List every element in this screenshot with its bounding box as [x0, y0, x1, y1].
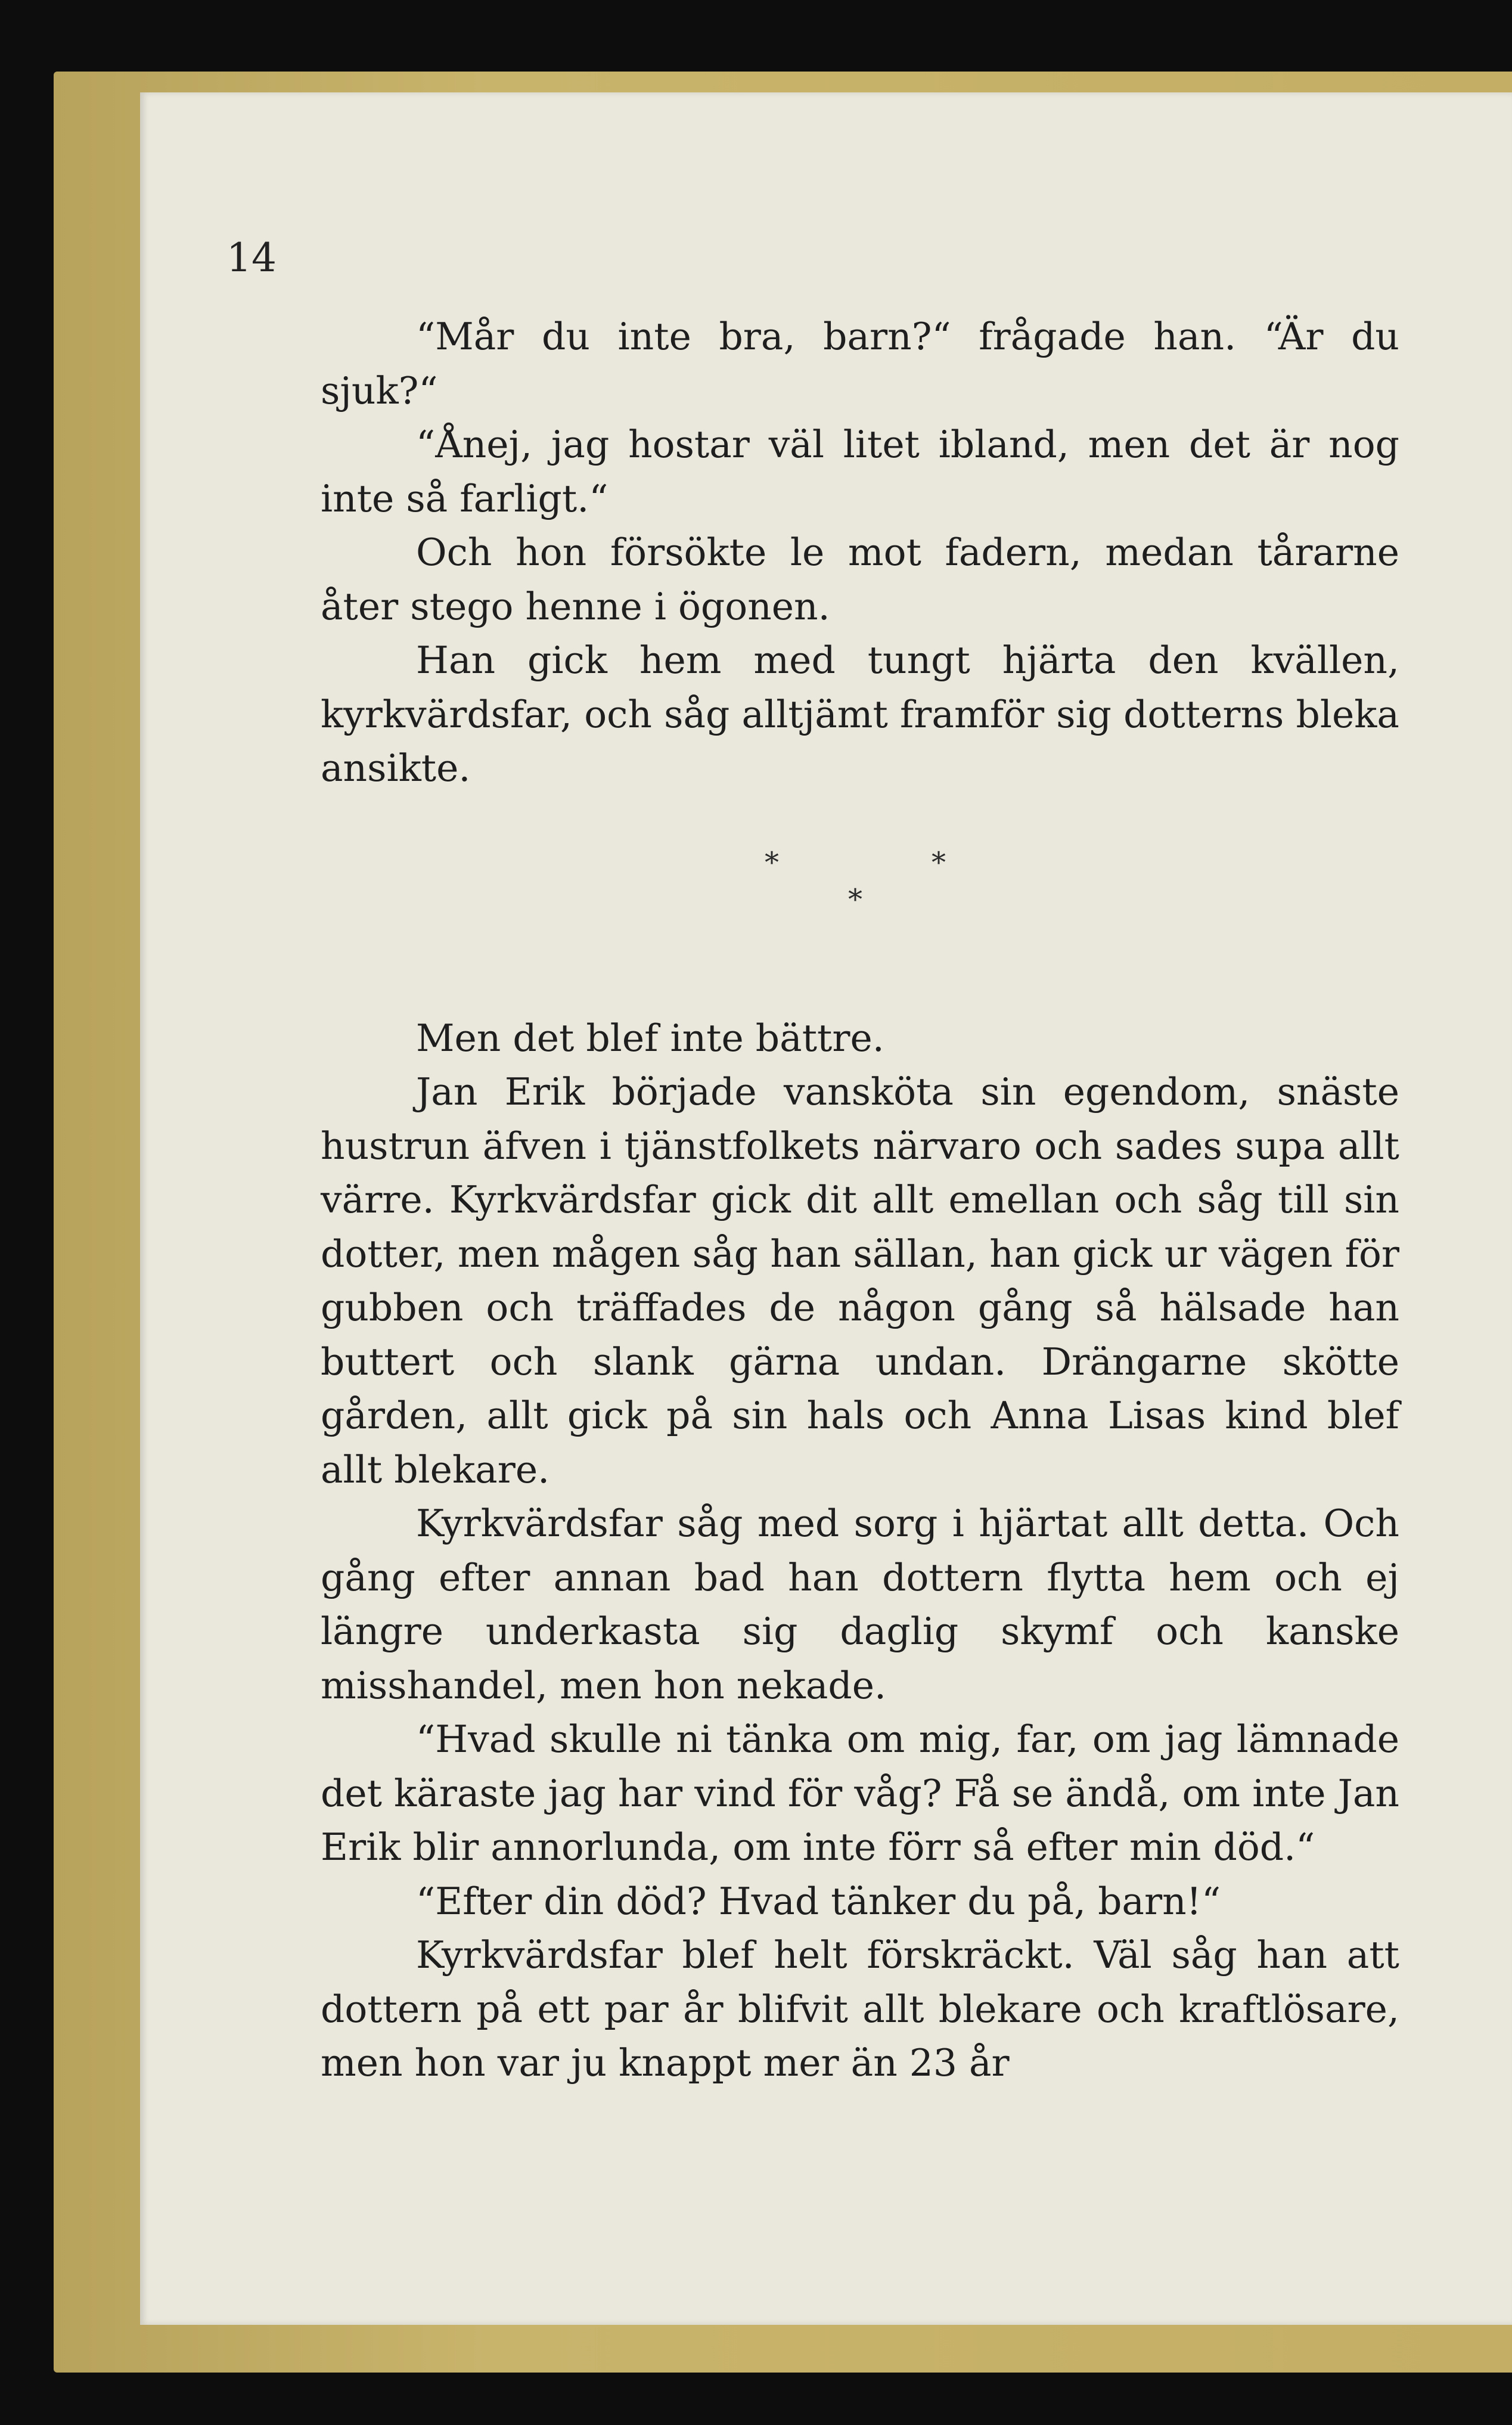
paragraph: Kyrkvärdsfar blef helt förskräckt. Väl såg han att dottern på ett par år blifvit allt blekare och kraftlösare, men hon var ju knappt mer än 23 år — [321, 1933, 1399, 2085]
paragraph: Han gick hem med tungt hjärta den kvällen, kyrkvärdsfar, och såg alltjämt framför sig dotterns bleka ansikte. — [321, 638, 1399, 790]
asterisk: * — [848, 882, 862, 916]
body-text — [321, 310, 1399, 2091]
asterisk: * — [932, 845, 946, 879]
paragraph: “Hvad skulle ni tänka om mig, far, om jag lämnade det käraste jag har vind för våg? Få se ändå, om inte Jan Erik blir annorlunda, om inte förr så efter min död.“ — [321, 1717, 1399, 1869]
paragraph: “Ånej, jag hostar väl litet ibland, men det är nog inte så farligt.“ — [321, 423, 1399, 520]
page-number: 14 — [226, 235, 277, 281]
paragraph: “Mår du inte bra, barn?“ frågade han. “Är du sjuk?“ — [321, 315, 1399, 413]
paragraph: Men det blef inte bättre. — [416, 1016, 884, 1060]
paragraph: Jan Erik började vansköta sin egendom, snäste hustrun äfven i tjänstfolkets närvaro och sades supa allt värre. Kyrkvärdsfar gick dit allt emellan och såg till sin dotter, men mågen såg han sällan, han gick ur vägen för gubben och träffades de någon gång så hälsade han buttert och slank gärna undan. Drängarne skötte gården, allt gick på sin hals och Anna Lisas kind blef allt blekare. — [321, 1070, 1399, 1491]
asterisk: * — [765, 845, 779, 879]
paragraph: Och hon försökte le mot fadern, medan tårarne åter stego henne i ögonen. — [321, 531, 1399, 628]
section-break-asterism — [321, 796, 1399, 1012]
paragraph: “Efter din död? Hvad tänker du på, barn!“ — [416, 1879, 1221, 1923]
paragraph: Kyrkvärdsfar såg med sorg i hjärtat allt detta. Och gång efter annan bad han dottern flytta hem och ej längre underkasta sig daglig skymf och kanske misshandel, men hon nekade. — [321, 1502, 1399, 1707]
